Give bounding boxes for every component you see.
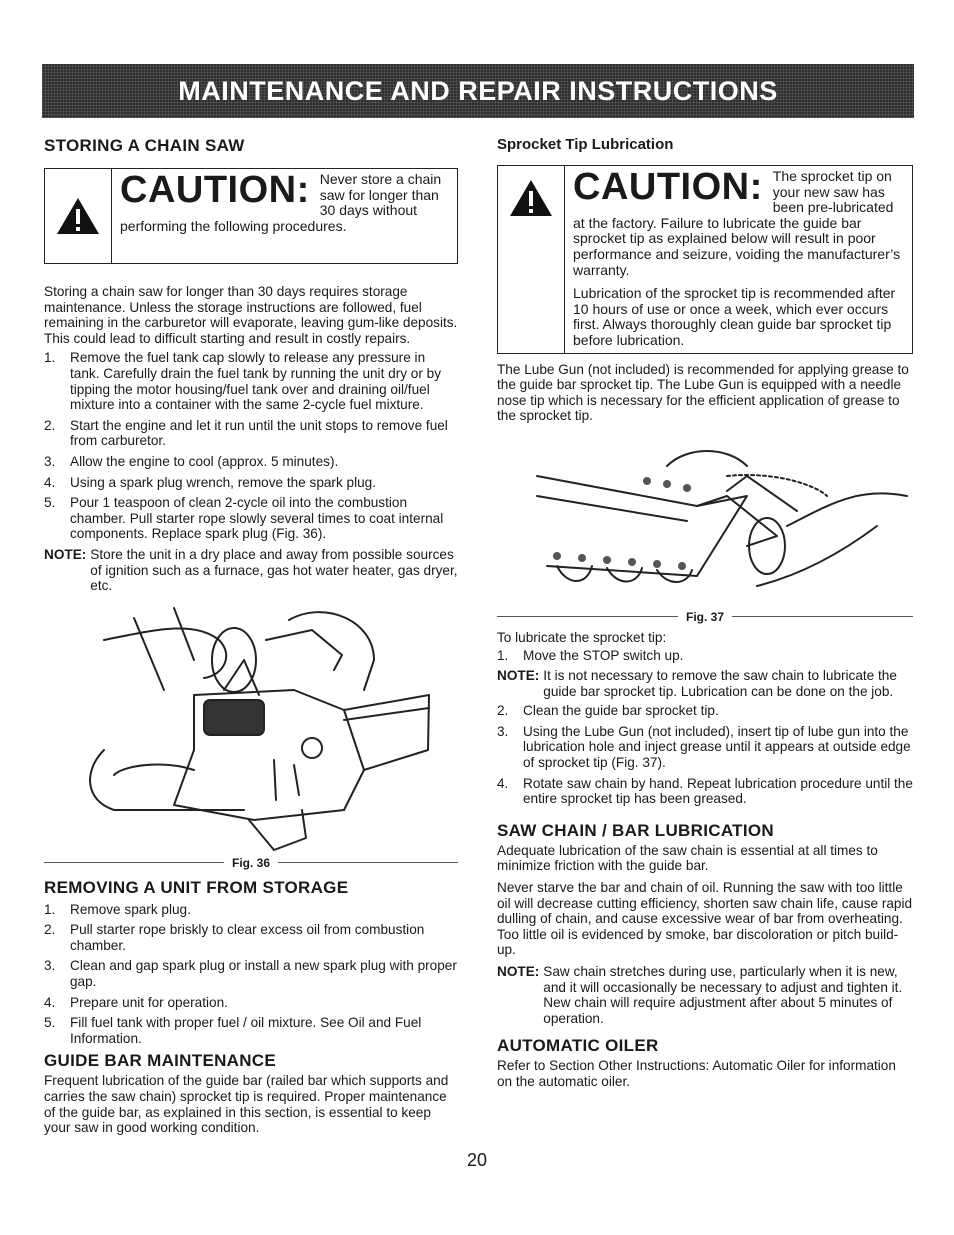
figure-36-illustration — [44, 600, 458, 852]
caution-box-sprocket — [497, 165, 913, 354]
section-banner — [42, 64, 914, 118]
list-item: 1. Move the STOP switch up. — [497, 647, 684, 663]
heading-removing: REMOVING A UNIT FROM STORAGE — [44, 877, 349, 897]
caution-box-storing — [44, 168, 458, 264]
sprocket-steps — [497, 703, 913, 807]
caution-text: Never store a chain saw for longer than 30 days without performing the following procedures. — [120, 171, 442, 234]
to-lubricate: To lubricate the sprocket tip: — [497, 629, 667, 645]
storing-intro: Storing a chain saw for longer than 30 days requires storage maintenance. Unless the storage instructions are followed, fuel remaining in the carburetor will evaporate, leaving gum-like deposits. This could lead to difficult starting and result in costly repairs. — [44, 284, 458, 346]
storing-note — [44, 547, 458, 594]
note-text: It is not necessary to remove the saw chain to lubricate the guide bar sprocket tip. Lubrication can be done on the job. — [543, 668, 897, 699]
note-label: NOTE: — [44, 546, 87, 562]
warning-icon — [498, 166, 564, 353]
figure-37-illustration — [497, 436, 913, 606]
list-item: 3. Clean and gap spark plug or install a new spark plug with proper gap. — [44, 958, 457, 990]
heading-sprocket: Sprocket Tip Lubrication — [497, 136, 674, 153]
figure-37-caption: Fig. 37 — [497, 610, 913, 624]
storing-steps — [44, 350, 458, 542]
removing-steps — [44, 902, 458, 1047]
note-label: NOTE: — [497, 668, 540, 684]
list-item: 4. Rotate saw chain by hand. Repeat lubrication procedure until the entire sprocket tip has been greased. — [497, 775, 913, 807]
caution-text: The sprocket tip on your new saw has been pre-lubricated at the factory. Failure to lubricate the guide bar sprocket tip as explained below will result in poor performance and seizure, voiding the manufacturer’s warranty. — [573, 168, 901, 278]
caution-text-2: Lubrication of the sprocket tip is recommended after 10 hours of use or once a week, which ever occurs first. Always thoroughly clean guide bar sprocket tip before lubrication. — [573, 285, 896, 348]
caution-word: CAUTION: — [573, 166, 763, 208]
banner-title: MAINTENANCE AND REPAIR INSTRUCTIONS — [178, 75, 778, 106]
left-column — [44, 136, 458, 1136]
list-item: 3. Allow the engine to cool (approx. 5 minutes). — [44, 453, 339, 469]
list-item: 1. Remove spark plug. — [44, 901, 191, 917]
list-item: 4. Using a spark plug wrench, remove the spark plug. — [44, 474, 377, 490]
list-item: 2. Clean the guide bar sprocket tip. — [497, 703, 719, 719]
saw-chain-p2: Never starve the bar and chain of oil. Running the saw with too little oil will decrease cutting efficiency, shorten saw chain life, cause rapid dulling of chain, and cause excessive wear of bar from overheating. Too little oil is evidenced by smoke, bar discoloration or pitch build-up. — [497, 880, 913, 958]
note-text: Saw chain stretches during use, particularly when it is new, and it will occasionally be necessary to adjust and tighten it. New chain will require adjustment after about 5 minutes of operation. — [543, 964, 903, 1026]
note-text: Store the unit in a dry place and away from possible sources of ignition such as a furnace, gas hot water heater, gas dryer, etc. — [90, 546, 458, 594]
right-column — [497, 136, 913, 1090]
guide-bar-text: Frequent lubrication of the guide bar (railed bar which supports and carries the saw chain) sprocket tip is required. Proper maintenance of the guide bar, as explained in this section, is essential to keep your saw in good working condition. — [44, 1073, 449, 1136]
sprocket-step-1 — [497, 648, 913, 664]
lube-gun-text: The Lube Gun (not included) is recommended for applying grease to the guide bar sprocket tip. The Lube Gun is equipped with a needle nose tip which is necessary for the efficient application of grease to the sprocket tip. — [497, 361, 909, 424]
heading-saw-chain: SAW CHAIN / BAR LUBRICATION — [497, 820, 774, 840]
warning-icon — [45, 169, 111, 263]
heading-oiler: AUTOMATIC OILER — [497, 1036, 659, 1056]
heading-storing: STORING A CHAIN SAW — [44, 136, 245, 155]
caution-word: CAUTION: — [120, 169, 310, 211]
list-item: 3. Using the Lube Gun (not included), insert tip of lube gun into the lubrication hole and inject grease until it appears at outside edge of sprocket tip (Fig. 37). — [497, 723, 911, 771]
sprocket-note — [497, 668, 913, 699]
list-item: 1. Remove the fuel tank cap slowly to release any pressure in tank. Carefully drain the fuel tank by running the unit dry or by tipping the motor housing/fuel tank over and draining oil/fuel mixture into a container with the same 2-cycle fuel mixture. — [44, 350, 442, 413]
list-item: 2. Pull starter rope briskly to clear excess oil from combustion chamber. — [44, 922, 425, 953]
list-item: 4. Prepare unit for operation. — [44, 994, 228, 1010]
figure-36-caption: Fig. 36 — [44, 856, 458, 870]
list-item: 5. Fill fuel tank with proper fuel / oil mixture. See Oil and Fuel Information. — [44, 1015, 422, 1046]
page-number: 20 — [466, 1150, 488, 1170]
heading-guide-bar: GUIDE BAR MAINTENANCE — [44, 1051, 277, 1071]
oiler-text: Refer to Section Other Instructions: Automatic Oiler for information on the automatic oiler. — [497, 1058, 896, 1089]
saw-chain-note — [497, 964, 913, 1026]
saw-chain-p1: Adequate lubrication of the saw chain is essential at all times to minimize friction with the guide bar. — [497, 842, 878, 874]
list-item: 2. Start the engine and let it run until the unit stops to remove fuel from carburetor. — [44, 417, 448, 449]
note-label: NOTE: — [497, 964, 540, 979]
list-item: 5. Pour 1 teaspoon of clean 2-cycle oil into the combustion chamber. Pull starter rope slowly several times to coat internal components. Replace spark plug (Fig. 36). — [44, 495, 444, 542]
